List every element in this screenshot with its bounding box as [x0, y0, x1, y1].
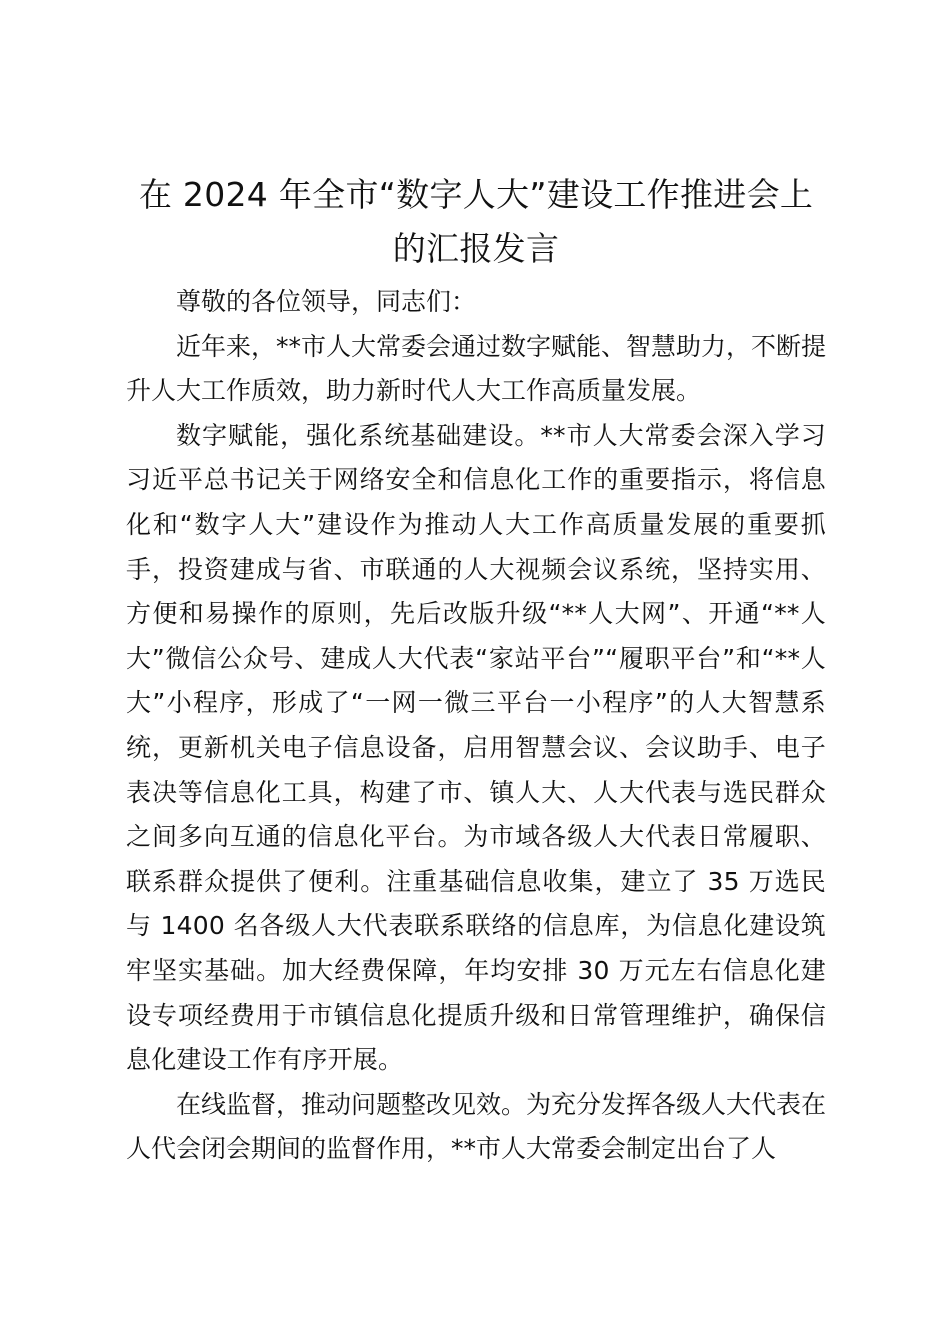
document-body: [126, 280, 826, 1172]
paragraph-intro: 近年来，**市人大常委会通过数字赋能、智慧助力，不断提升人大工作质效，助力新时代人大工作高质量发展。: [126, 331, 827, 406]
paragraph-digital-empowerment: 数字赋能，强化系统基础建设。**市人大常委会深入学习习近平总书记关于网络安全和信息化工作的重要指示，将信息化和“数字人大”建设作为推动人大工作高质量发展的重要抓手，投资建成与省、市联通的人大视频会议系统，坚持实用、方便和易操作的原则，先后改版升级“**人大网”、开通“**人大”微信公众号、建成人大代表“家站平台”“履职平台”和“**人大”小程序，形成了“一网一微三平台一小程序”的人大智慧系统，更新机关电子信息设备，启用智慧会议、会议助手、电子表决等信息化工具，构建了市、镇人大、人大代表与选民群众之间多向互通的信息化平台。为市域各级人大代表日常履职、联系群众提供了便利。注重基础信息收集，建立了 35 万选民与 1400 名各级人大代表联系联络的信息库，为信息化建设筑牢坚实基础。加大经费保障，年均安排 30 万元左右信息化建设专项经费用于市镇信息化提质升级和日常管理维护，确保信息化建设工作有序开展。: [126, 420, 826, 1075]
title-line-2: 的汇报发言: [392, 229, 560, 268]
salutation: 尊敬的各位领导，同志们：: [176, 287, 477, 316]
title-line-1: 在 2024 年全市“数字人大”建设工作推进会上: [138, 175, 814, 214]
paragraph-online-supervision: 在线监督，推动问题整改见效。为充分发挥各级人大代表在人代会闭会期间的监督作用，**市人大常委会制定出台了人: [126, 1089, 827, 1164]
document-title: [120, 168, 832, 276]
